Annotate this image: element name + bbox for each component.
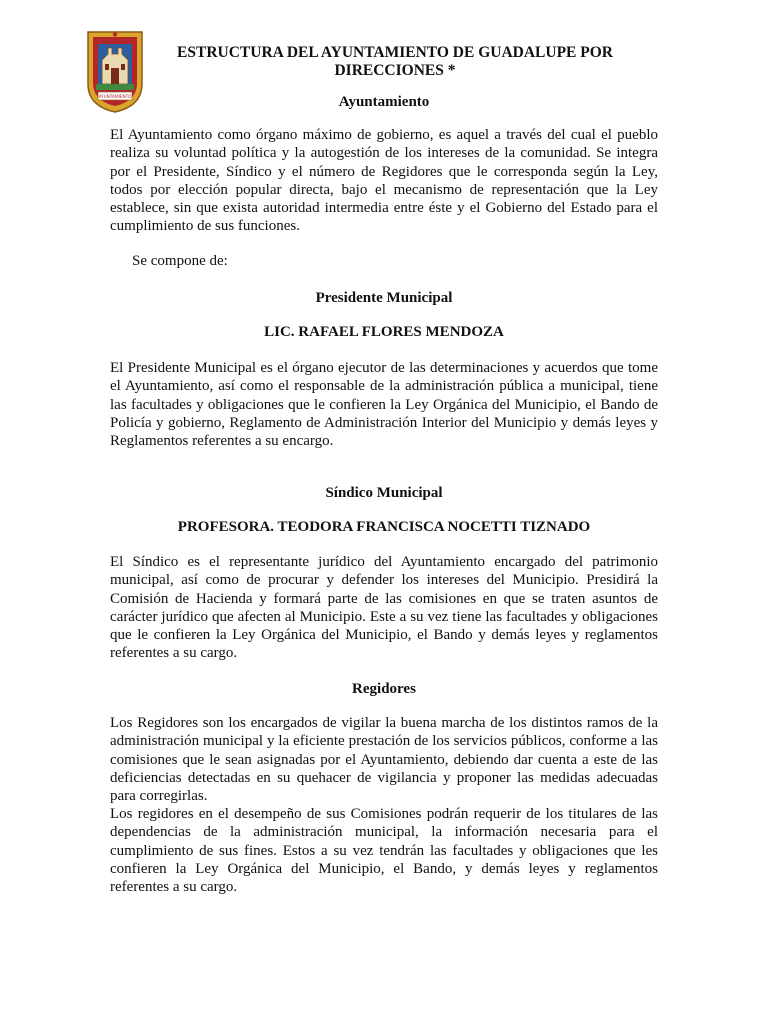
heading-regidores: Regidores xyxy=(352,681,416,697)
heading-presidente: Presidente Municipal xyxy=(315,290,453,306)
paragraph-regidores-1: Los Regidores son los encargados de vigilar la buena marcha de los distintos ramos de la administración municipal y la eficiente prestación de los servicios públicos, conforme a las comisiones que le sean asignadas por el Ayuntamiento, debiendo dar cuenta a este de las deficiencias detectadas en su quehacer de vigilancia y proponer las medidas adecuadas para corregirlas. xyxy=(110,715,658,805)
paragraph-ayuntamiento: El Ayuntamiento como órgano máximo de gobierno, es aquel a través del cual el pueblo realiza su voluntad política y la autogestión de los intereses de la comunidad. Se integra por el Presidente, Síndico y el número de Regidores que le corresponda según la Ley, todos por elección popular directa, bajo el mecanismo de representación que la Ley establece, sin que exista autoridad intermedia entre éste y el Gobierno del Estado para el cumplimiento de sus funciones. xyxy=(110,127,658,235)
seal-ribbon-text: AYUNTAMIENTO xyxy=(98,94,132,100)
sindico-name: PROFESORA. TEODORA FRANCISCA NOCETTI TIZNADO xyxy=(177,519,591,535)
paragraph-presidente: El Presidente Municipal es el órgano ejecutor de las determinaciones y acuerdos que tome el Ayuntamiento, así como el responsable de la administración pública a municipal, tiene las facultades y obligaciones que le confieren la Ley Orgánica del Municipio, el Bando de Policía y gobierno, Reglamento de Administración Interior del Municipio y demás leyes y Reglamentos referentes a su encargo. xyxy=(110,360,658,450)
compone-text: Se compone de: xyxy=(132,253,228,269)
document-title xyxy=(150,44,640,80)
heading-ayuntamiento: Ayuntamiento xyxy=(338,94,430,110)
presidente-name: LIC. RAFAEL FLORES MENDOZA xyxy=(264,324,504,340)
title-line-2: DIRECCIONES * xyxy=(334,62,456,79)
paragraph-sindico: El Síndico es el representante jurídico del Ayuntamiento encargado del patrimonio municipal, así como de procurar y defender los intereses del Municipio. Presidirá la Comisión de Hacienda y formará parte de las comisiones en que se traten asuntos de carácter jurídico que afecten al Municipio. Este a su vez tiene las facultades y obligaciones que le confieren la Ley Orgánica del Municipio, el Bando y demás leyes y reglamentos referentes a su cargo. xyxy=(110,554,658,662)
heading-sindico: Síndico Municipal xyxy=(325,485,443,501)
paragraph-regidores-2: Los regidores en el desempeño de sus Comisiones podrán requerir de los titulares de las dependencias de la administración municipal, la información necesaria para el cumplimiento de sus fines. Estos a su vez tendrán las facultades y obligaciones que les confieren la Ley Orgánica del Municipio, el Bando, y demás leyes y reglamentos referentes a su cargo. xyxy=(110,806,658,896)
title-line-1: ESTRUCTURA DEL AYUNTAMIENTO DE GUADALUPE POR xyxy=(177,44,613,61)
